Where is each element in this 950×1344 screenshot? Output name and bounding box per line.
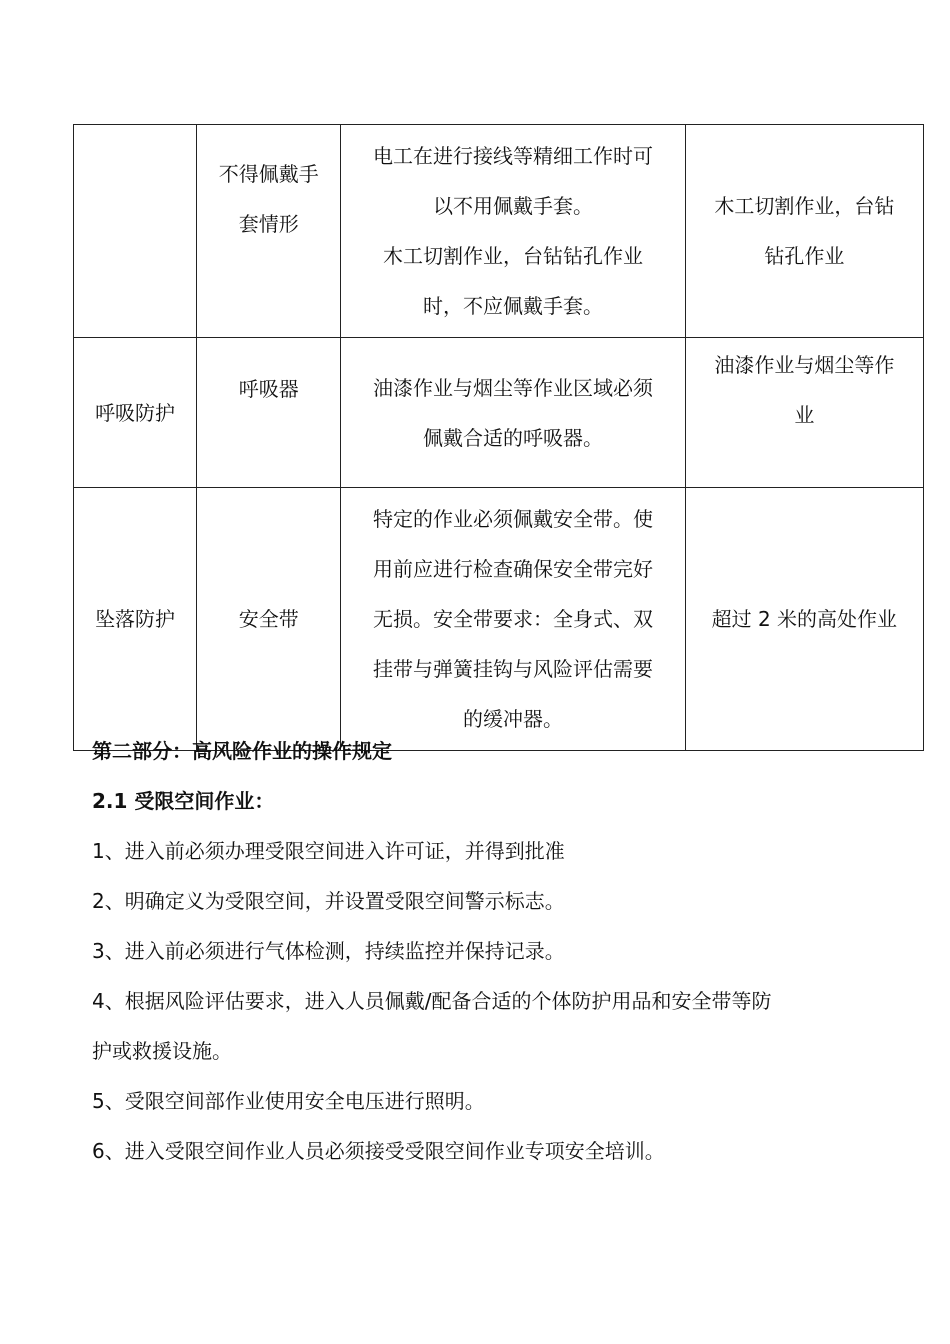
- subsection-title: 2.1 受限空间作业：: [92, 789, 275, 813]
- list-item: 3、进入前必须进行气体检测，持续监控并保持记录。: [92, 939, 565, 963]
- table-row: [74, 338, 924, 488]
- list-item: 1、进入前必须办理受限空间进入许可证，并得到批准: [92, 839, 565, 863]
- equipment-cell: 呼吸器: [197, 338, 341, 488]
- category-cell: 呼吸防护: [74, 338, 197, 488]
- requirement-cell: 特定的作业必须佩戴安全带。使 用前应进行检查确保安全带完好 无损。安全带要求：全身式、双 挂带与弹簧挂钩与风险评估需要 的缓冲器。: [341, 488, 685, 751]
- section-title: 第二部分：高风险作业的操作规定: [92, 739, 392, 763]
- requirement-cell: 电工在进行接线等精细工作时可 以不用佩戴手套。 木工切割作业，台钻钻孔作业 时，不应佩戴手套。: [341, 125, 685, 338]
- category-cell: 坠落防护: [74, 488, 197, 751]
- scope-cell: 油漆作业与烟尘等作 业: [685, 338, 923, 488]
- table-row: [74, 125, 924, 338]
- requirement-cell: 油漆作业与烟尘等作业区域必须 佩戴合适的呼吸器。: [341, 338, 685, 488]
- table-row: [74, 488, 924, 751]
- section-content: [92, 726, 892, 1176]
- list-item: 5、受限空间部作业使用安全电压进行照明。: [92, 1089, 485, 1113]
- scope-cell: 木工切割作业，台钻 钻孔作业: [685, 125, 923, 338]
- list-item: 护或救援设施。: [92, 1039, 232, 1063]
- scope-cell: 超过 2 米的高处作业: [685, 488, 923, 751]
- list-item: 2、明确定义为受限空间，并设置受限空间警示标志。: [92, 889, 565, 913]
- ppe-table: [73, 124, 924, 751]
- list-item: 4、根据风险评估要求，进入人员佩戴/配备合适的个体防护用品和安全带等防: [92, 989, 772, 1013]
- equipment-cell: 不得佩戴手 套情形: [197, 125, 341, 338]
- category-cell: [74, 125, 197, 338]
- equipment-cell: 安全带: [197, 488, 341, 751]
- list-item: 6、进入受限空间作业人员必须接受受限空间作业专项安全培训。: [92, 1139, 665, 1163]
